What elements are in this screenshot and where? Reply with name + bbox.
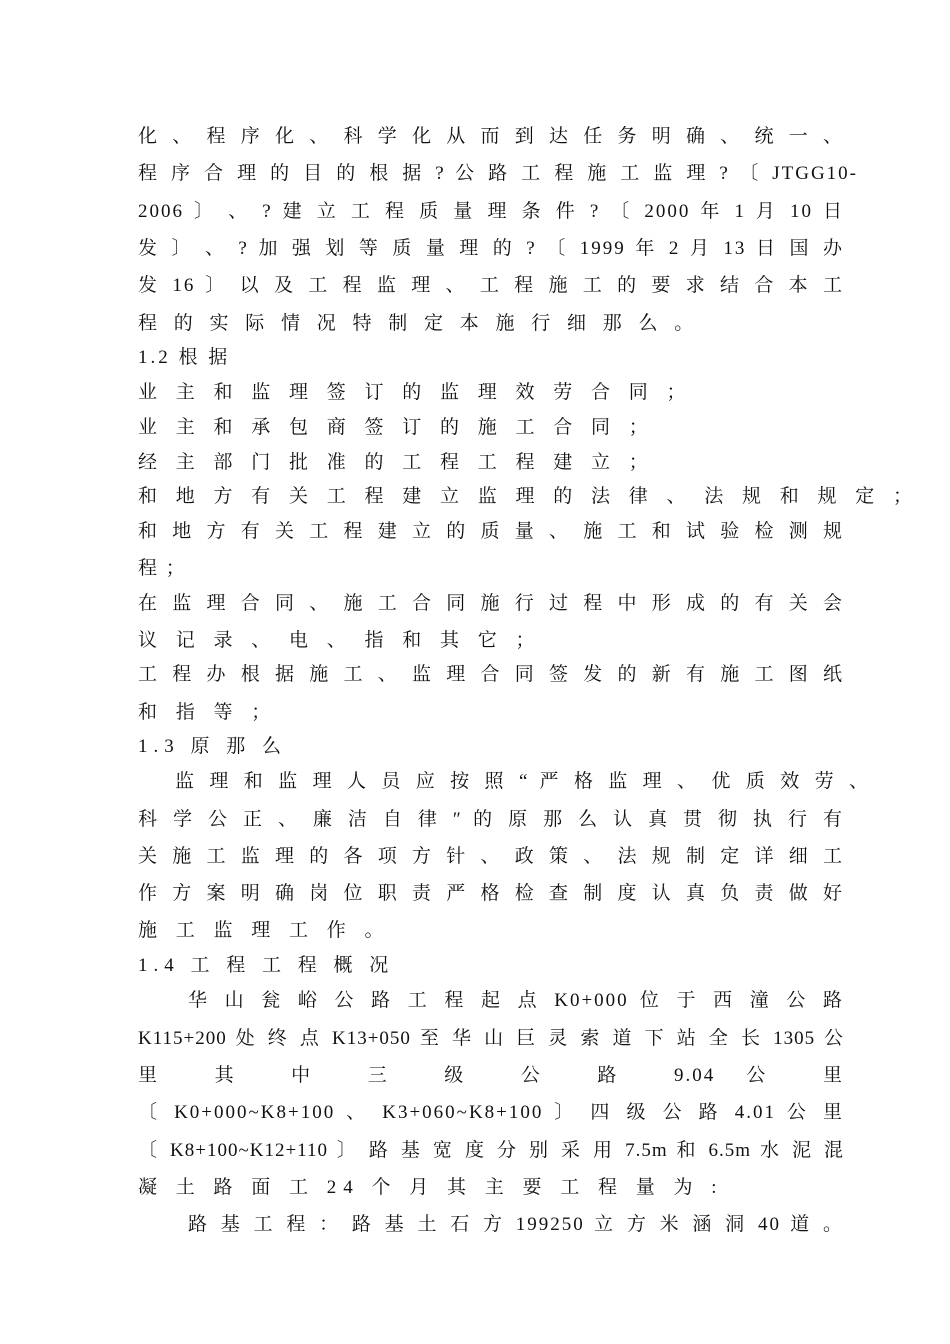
paragraph-line: 路 基 工 程 ： 路 基 土 石 方 199250 立 方 米 涵 洞 40 道 。 [188, 1214, 844, 1235]
paragraph-line: 施 工 监 理 工 作 。 [138, 920, 391, 941]
list-item: 和 地 方 有 关 工 程 建 立 的 质 量 、 施 工 和 试 验 检 测 规 [138, 521, 844, 542]
paragraph-line: 华 山 瓮 峪 公 路 工 程 起 点 K0+000 位 于 西 潼 公 路 [188, 990, 844, 1011]
paragraph-line: 作 方 案 明 确 岗 位 职 责 严 格 检 查 制 度 认 真 负 责 做 好 [138, 883, 844, 904]
paragraph-line: 发 〕 、 ? 加 强 划 等 质 量 理 的 ? 〔 1999 年 2 月 13 日 国 办 [138, 238, 844, 259]
paragraph-line: 2006 〕 、 ? 建 立 工 程 质 量 理 条 件 ? 〔 2000 年 1 月 10 日 [138, 201, 844, 222]
paragraph-line: 程 序 合 理 的 目 的 根 据 ? 公 路 工 程 施 工 监 理 ? 〔 JTGG10- [138, 163, 858, 184]
paragraph-line: 科 学 公 正 、 廉 洁 自 律 ″ 的 原 那 么 认 真 贯 彻 执 行 有 [138, 809, 844, 830]
list-item: 议 记 录 、 电 、 指 和 其 它 ； [138, 630, 542, 651]
list-item: 工 程 办 根 据 施 工 、 监 理 合 同 签 发 的 新 有 施 工 图 纸 [138, 664, 844, 685]
paragraph-line: 发 16 〕 以 及 工 程 监 理 、 工 程 施 工 的 要 求 结 合 本 工 [138, 275, 844, 296]
list-item: 业 主 和 监 理 签 订 的 监 理 效 劳 合 同 ； [138, 382, 693, 403]
list-item: 经 主 部 门 批 准 的 工 程 工 程 建 立 ； [138, 452, 655, 473]
paragraph-line: 〔 K8+100~K12+110 〕 路 基 宽 度 分 别 采 用 7.5m 和 6.5m 水 泥 混 [138, 1140, 844, 1161]
list-item: 和 地 方 有 关 工 程 建 立 监 理 的 法 律 、 法 规 和 规 定 ； [138, 486, 920, 507]
list-item: 在 监 理 合 同 、 施 工 合 同 施 行 过 程 中 形 成 的 有 关 会 [138, 593, 844, 614]
paragraph-line: 里 其 中 三 级 公 路 9.04 公 里 [138, 1065, 844, 1086]
list-item: 程 ； [138, 558, 187, 579]
paragraph-line: 关 施 工 监 理 的 各 项 方 针 、 政 策 、 法 规 制 定 详 细 工 [138, 846, 844, 867]
paragraph-line: 〔 K0+000~K8+100 、 K3+060~K8+100 〕 四 级 公 路 4.01 公 里 [138, 1102, 844, 1123]
list-item: 和 指 等 ； [138, 702, 278, 723]
section-heading-1-4: 1.4 工 程 工 程 概 况 [138, 955, 395, 976]
paragraph-line: 凝 土 路 面 工 24 个 月 其 主 要 工 程 量 为 : [138, 1177, 724, 1198]
paragraph-line: K115+200 处 终 点 K13+050 至 华 山 巨 灵 索 道 下 站 全 长 1305 公 [138, 1028, 844, 1049]
paragraph-line: 程 的 实 际 情 况 特 制 定 本 施 行 细 那 么 。 [138, 313, 700, 334]
section-heading-1-3: 1.3 原 那 么 [138, 736, 288, 757]
section-heading-1-2: 1.2 根 据 [138, 347, 231, 368]
paragraph-line: 化 、 程 序 化 、 科 学 化 从 而 到 达 任 务 明 确 、 统 一 、 [138, 126, 844, 147]
paragraph-line: 监 理 和 监 理 人 员 应 按 照 “ 严 格 监 理 、 优 质 效 劳 、 [175, 771, 870, 792]
list-item: 业 主 和 承 包 商 签 订 的 施 工 合 同 ； [138, 417, 655, 438]
